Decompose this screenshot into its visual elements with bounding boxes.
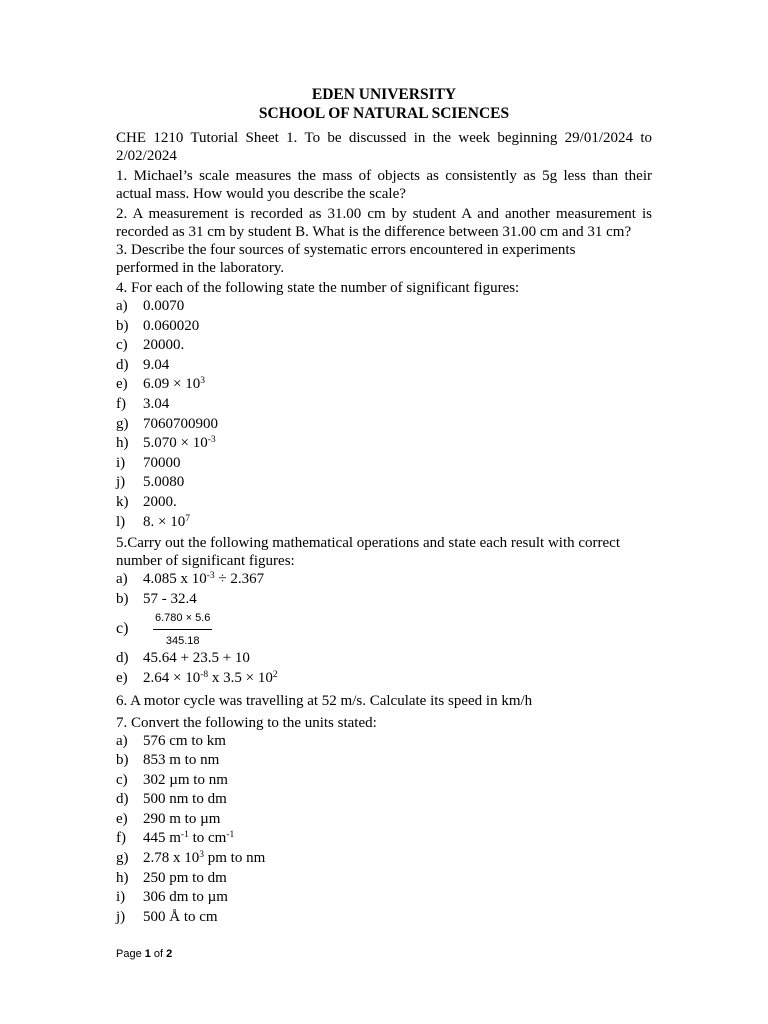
- question-7-item-i: [116, 888, 652, 908]
- item-label: d): [116, 650, 129, 667]
- question-7-item-a: [116, 732, 652, 752]
- item-text: 20000.: [143, 337, 185, 354]
- item-text: 853 m to nm: [143, 752, 220, 769]
- item-label: h): [116, 869, 129, 886]
- total-pages-number: 2: [166, 948, 173, 960]
- item-text: 45.64 + 23.5 + 10: [143, 650, 250, 667]
- question-4-item: [116, 415, 652, 435]
- item-label: j): [116, 474, 126, 491]
- item-label: d): [116, 791, 129, 808]
- item-label: e): [116, 810, 128, 827]
- fraction-denominator: 345.18: [165, 634, 200, 647]
- question-4-item: [116, 317, 652, 337]
- item-label: a): [116, 298, 128, 314]
- item-text: 445 $m^{-1}$ to $cm^{-1}$: [143, 830, 235, 847]
- item-label: c): [116, 620, 129, 638]
- item-text: 0.0070: [143, 298, 185, 314]
- question-5-item-c: [116, 609, 652, 649]
- question-4-item: [116, 297, 652, 317]
- question-7-item-c: [116, 771, 652, 791]
- item-label: i): [116, 889, 126, 906]
- item-label: c): [116, 337, 128, 354]
- page-footer: [116, 948, 172, 960]
- item-label: e): [116, 669, 128, 686]
- item-text: 9.04: [143, 356, 170, 373]
- question-7-item-f: [116, 829, 652, 849]
- document-page: [116, 85, 652, 927]
- question-7-item-h: [116, 869, 652, 889]
- item-text: 70000: [143, 454, 181, 471]
- item-label: b): [116, 752, 129, 769]
- of-word: of: [150, 948, 167, 960]
- item-text: 302 µm to nm: [143, 771, 228, 788]
- fraction: [153, 609, 212, 650]
- question-5-prompt-line-2: number of significant figures:: [116, 553, 295, 570]
- question-7-item-b: [116, 751, 652, 771]
- item-label: g): [116, 415, 129, 432]
- question-4-item: [116, 473, 652, 493]
- item-text: 500 nm to dm: [143, 791, 227, 808]
- question-4-item: [116, 356, 652, 376]
- fraction-numerator: 6.780 × 5.6: [153, 609, 212, 630]
- item-label: f): [116, 395, 126, 412]
- question-4-item: [116, 513, 652, 533]
- item-label: j): [116, 908, 126, 925]
- item-text: 500 Å to cm: [143, 908, 218, 925]
- school-title: SCHOOL OF NATURAL SCIENCES: [258, 105, 510, 122]
- item-text: 4.085 x $10^{-3} \div 2.367$: [143, 571, 265, 588]
- question-6: 6. A motor cycle was travelling at 52 m/s. Calculate its speed in km/h: [116, 692, 533, 709]
- item-text: 2000.: [143, 493, 177, 510]
- item-label: d): [116, 356, 129, 373]
- item-text: $6.09 \times 10^3$: [143, 376, 205, 393]
- item-text: 250 pm to dm: [143, 869, 227, 886]
- item-label: f): [116, 830, 126, 847]
- item-text: $2.64 \times 10^{-8}$ x $3.5 \times 10^2$: [143, 669, 278, 686]
- question-7-item-j: [116, 908, 652, 928]
- item-label: i): [116, 454, 126, 471]
- item-text: 5.0080: [143, 474, 185, 491]
- item-label: e): [116, 376, 128, 393]
- item-text: 2.78 x $10^3$ pm to nm: [143, 850, 266, 867]
- item-label: l): [116, 513, 126, 530]
- question-7-item-e: [116, 810, 652, 830]
- current-page-number: 1: [144, 948, 151, 960]
- question-5-item-e: [116, 669, 652, 689]
- item-text: 8. × $10^7$: [143, 513, 190, 530]
- item-text: 290 m to µm: [143, 810, 221, 827]
- item-text: 57 - 32.4: [143, 590, 197, 607]
- question-4-item: [116, 375, 652, 395]
- question-5-prompt-line-1: 5.Carry out the following mathematical operations and state each result with correct: [116, 535, 620, 552]
- question-5-item-a: [116, 570, 652, 590]
- item-label: k): [116, 493, 129, 510]
- item-label: b): [116, 317, 129, 334]
- question-5-item-d: [116, 649, 652, 669]
- question-3-line-2: performed in the laboratory.: [116, 260, 285, 276]
- item-label: h): [116, 435, 129, 452]
- item-text: 3.04: [143, 395, 170, 412]
- item-text: 7060700900: [143, 415, 218, 432]
- item-text: $5.070 \times 10^{-3}$: [143, 435, 216, 452]
- question-5-item-b: [116, 590, 652, 610]
- item-label: b): [116, 590, 129, 607]
- question-2: 2. A measurement is recorded as 31.00 cm by student A and another measurement is recorded as 31 cm by student B. What is the difference between 31.00 cm and 31 cm?: [116, 206, 652, 240]
- question-1: 1. Michael’s scale measures the mass of objects as consistently as 5g less than their actual mass. How would you describe the scale?: [116, 168, 652, 202]
- item-text: 306 dm to µm: [143, 889, 228, 906]
- item-label: a): [116, 732, 128, 749]
- question-7-item-g: [116, 849, 652, 869]
- question-3-line-1: 3. Describe the four sources of systematic errors encountered in experiments: [116, 242, 576, 258]
- item-text: 576 cm to km: [143, 732, 226, 749]
- intro-text: CHE 1210 Tutorial Sheet 1. To be discussed in the week beginning 29/01/2024 to 2/02/2024: [116, 130, 652, 164]
- question-4-list: [116, 297, 652, 532]
- question-4-item: [116, 395, 652, 415]
- item-label: g): [116, 850, 129, 867]
- page-word: Page: [116, 948, 145, 960]
- question-7-prompt: 7. Convert the following to the units stated:: [116, 714, 377, 731]
- item-label: c): [116, 771, 128, 788]
- question-4-item: [116, 336, 652, 356]
- question-4-item: [116, 454, 652, 474]
- item-label: a): [116, 571, 128, 588]
- university-title: EDEN UNIVERSITY: [311, 86, 457, 103]
- question-7-item-d: [116, 790, 652, 810]
- question-4-item: [116, 434, 652, 454]
- question-4-item: [116, 493, 652, 513]
- question-4-prompt: 4. For each of the following state the number of significant figures:: [116, 280, 520, 296]
- item-text: 0.060020: [143, 317, 200, 334]
